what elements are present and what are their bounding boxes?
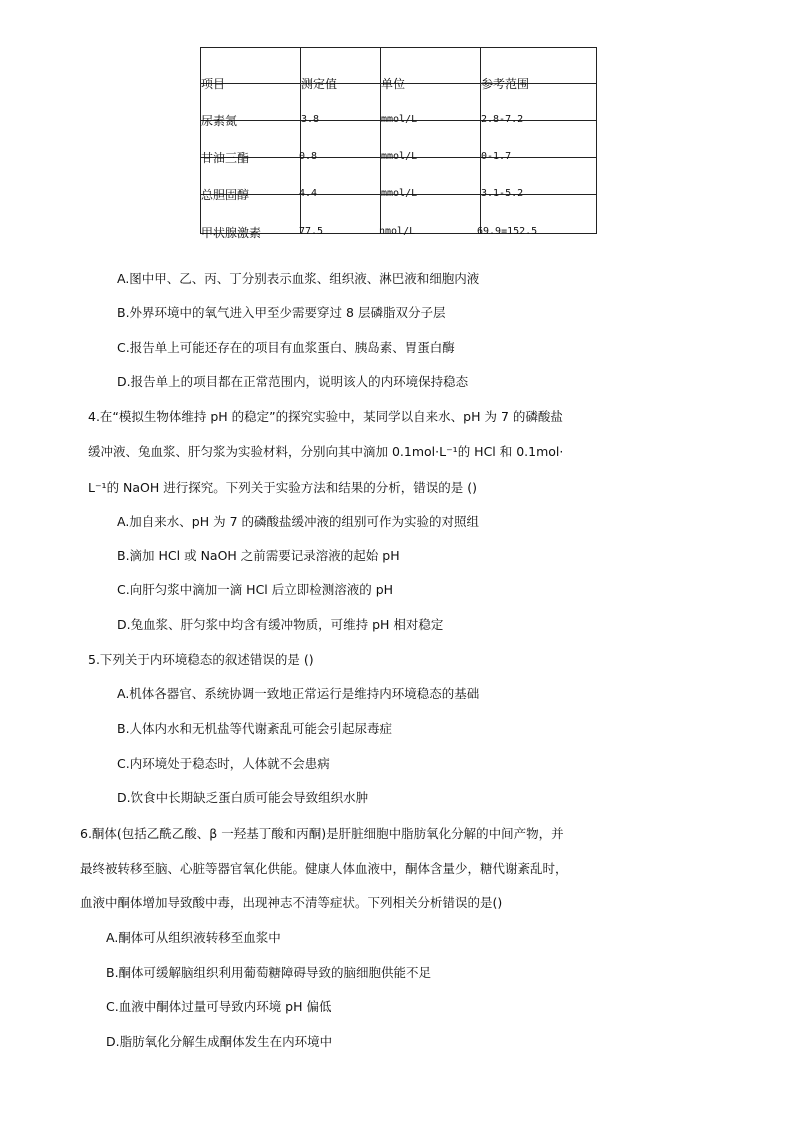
q5-option-b: B.人体内水和无机盐等代谢紊乱可能会引起尿毒症	[117, 721, 393, 736]
table-cell: 3.8	[301, 114, 320, 125]
q4-option-a: A.加自来水、pH 为 7 的磷酸盐缓冲液的组别可作为实验的对照组	[117, 514, 480, 529]
table-cell: 3.1-5.2	[481, 188, 524, 199]
q4-option-d: D.兔血浆、肝匀浆中均含有缓冲物质，可维持 pH 相对稳定	[117, 617, 444, 632]
q3-option-b: B.外界环境中的氧气进入甲至少需要穿过 8 层磷脂双分子层	[117, 305, 446, 320]
q3-option-c: C.报告单上可能还存在的项目有血浆蛋白、胰岛素、胃蛋白酶	[117, 340, 455, 355]
table-cell: 0-1.7	[481, 151, 512, 162]
q5-stem: 5.下列关于内环境稳态的叙述错误的是 ()	[88, 652, 314, 667]
table-border-right	[596, 47, 597, 233]
table-cell: nmol/L	[379, 226, 416, 237]
q6-option-a: A.酮体可从组织液转移至血浆中	[106, 930, 281, 945]
q6-option-c: C.血液中酮体过量可导致内环境 pH 偏低	[106, 999, 332, 1014]
q6-stem-line-2: 最终被转移至脑、心脏等器官氧化供能。健康人体血液中，酮体含量少，糖代谢紊乱时，	[80, 861, 568, 876]
table-header-value: 测定值	[301, 77, 338, 91]
table-cell: 甲状腺激素	[201, 226, 262, 240]
table-cell: 甘油三酯	[201, 151, 250, 165]
table-cell: mmol/L	[381, 188, 418, 199]
table-cell: 2.8-7.2	[481, 114, 524, 125]
q4-stem-line-1: 4.在“模拟生物体维持 pH 的稳定”的探究实验中，某同学以自来水、pH 为 7 的磷酸盐	[88, 409, 563, 424]
table-cell: mmol/L	[381, 151, 418, 162]
table-cell: 尿素氮	[201, 114, 238, 128]
q4-stem-line-2: 缓冲液、兔血浆、肝匀浆为实验材料，分别向其中滴加 0.1mol·L⁻¹的 HCl 和 0.1mol·	[88, 444, 564, 459]
q5-option-a: A.机体各器官、系统协调一致地正常运行是维持内环境稳态的基础	[117, 686, 480, 701]
table-header-item: 项目	[201, 77, 226, 91]
q6-option-d: D.脂肪氧化分解生成酮体发生在内环境中	[106, 1034, 333, 1049]
q4-option-b: B.滴加 HCl 或 NaOH 之前需要记录溶液的起始 pH	[117, 548, 400, 563]
q4-option-c: C.向肝匀浆中滴加一滴 HCl 后立即检测溶液的 pH	[117, 582, 394, 597]
q6-option-b: B.酮体可缓解脑组织利用葡萄糖障碍导致的脑细胞供能不足	[106, 965, 432, 980]
q6-stem-line-1: 6.酮体(包括乙酰乙酸、β 一羟基丁酸和丙酮)是肝脏细胞中脂肪氧化分解的中间产物，并	[80, 826, 564, 841]
q5-option-d: D.饮食中长期缺乏蛋白质可能会导致组织水肿	[117, 790, 369, 805]
q5-option-c: C.内环境处于稳态时，人体就不会患病	[117, 756, 330, 771]
table-cell: 77.5	[299, 226, 324, 237]
table-cell: mmol/L	[381, 114, 418, 125]
table-cell: 69.9=152.5	[477, 226, 538, 237]
table-cell: 0.8	[299, 151, 318, 162]
q3-option-a: A.图中甲、乙、丙、丁分别表示血浆、组织液、淋巴液和细胞内液	[117, 271, 480, 286]
table-cell: 4.4	[299, 188, 318, 199]
table-cell: 总胆固醇	[201, 188, 250, 202]
table-border-top	[200, 47, 597, 48]
q6-stem-line-3: 血液中酮体增加导致酸中毒，出现神志不清等症状。下列相关分析错误的是()	[80, 895, 503, 910]
table-header-range: 参考范围	[481, 77, 530, 91]
table-header-unit: 单位	[381, 77, 406, 91]
q4-stem-line-3: L⁻¹的 NaOH 进行探究。下列关于实验方法和结果的分析，错误的是 ()	[88, 480, 477, 495]
q3-option-d: D.报告单上的项目都在正常范围内，说明该人的内环境保持稳态	[117, 374, 469, 389]
